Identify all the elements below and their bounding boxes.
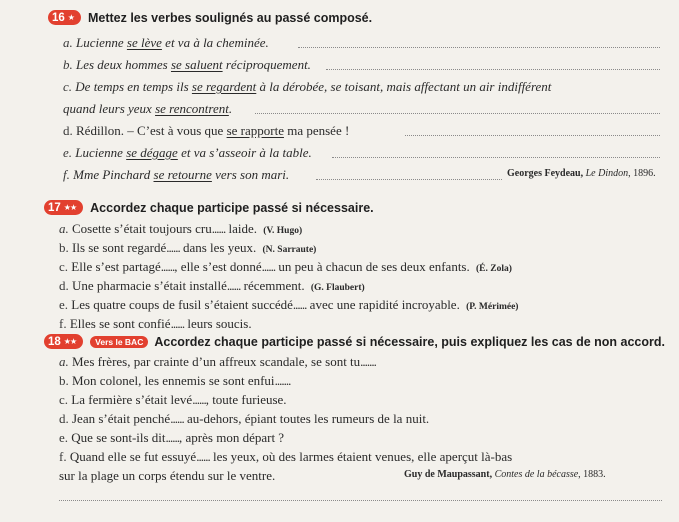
- ex18-item-d: d. Jean s’était penché...... au-dehors, épiant toutes les rumeurs de la nuit.: [59, 411, 430, 426]
- ex18-item-b: b. Mon colonel, les ennemis se sont enfui.......: [59, 373, 292, 388]
- star-icon: ★: [67, 13, 74, 22]
- vers-le-bac-tag: Vers le BAC: [90, 336, 148, 348]
- blank: ......: [292, 297, 307, 312]
- underlined-verb: se regardent: [191, 79, 257, 94]
- answer-line: [332, 157, 660, 158]
- ex18-item-f-cont: sur la plage un corps étendu sur le ventre.: [59, 468, 276, 483]
- blank: ......: [165, 430, 180, 445]
- blank: ......: [170, 411, 184, 426]
- ex16-item-d: d. Rédillon. – C’est à vous que se rapporte ma pensée !: [63, 123, 350, 138]
- star-icon: ★★: [63, 337, 77, 346]
- blank: ......: [360, 354, 374, 369]
- ex16-item-c: c. De temps en temps ils se regardent à la dérobée, se toisant, mais affectant un air indifférent: [63, 79, 552, 94]
- answer-line: [326, 69, 660, 70]
- ex18-item-c: c. La fermière s’était levé......, toute furieuse.: [59, 392, 287, 407]
- ex16-item-a: a. Lucienne se lève et va à la cheminée.: [63, 35, 269, 50]
- ex17-item-d: d. Une pharmacie s’était installé...... récemment. (G. Flaubert): [59, 278, 365, 293]
- ex16-item-b: b. Les deux hommes se saluent réciproquement.: [63, 57, 311, 72]
- blank: ......: [274, 373, 289, 388]
- ex17-number: 17: [48, 201, 61, 214]
- blank: ......: [261, 259, 276, 274]
- answer-line: [59, 500, 662, 501]
- blank: ......: [166, 240, 180, 255]
- ex17-instruction: Accordez chaque participe passé si nécessaire.: [90, 200, 374, 215]
- answer-line: [298, 47, 660, 48]
- ex16-instruction: Mettez les verbes soulignés au passé composé.: [87, 10, 373, 25]
- ex17-item-b: b. Ils se sont regardé...... dans les yeux. (N. Sarraute): [59, 240, 317, 255]
- underlined-verb: se rencontrent: [155, 101, 229, 116]
- ex18-credit: Guy de Maupassant, Contes de la bécasse, 1883.: [404, 469, 606, 480]
- ex17-item-a: a. Cosette s’était toujours cru...... laide. (V. Hugo): [59, 221, 303, 236]
- ex16-credit: Georges Feydeau, Le Dindon, 1896.: [507, 168, 656, 179]
- ex17-item-c: c. Elle s’est partagé......, elle s’est donné...... un peu à chacun de ses deux enfants. (É. Zola): [59, 259, 512, 274]
- blank: ......: [211, 221, 226, 236]
- ex16-header: [48, 10, 372, 25]
- ex18-instruction: Accordez chaque participe passé si nécessaire, puis expliquez les cas de non accord.: [154, 334, 665, 349]
- ex16-item-e: e. Lucienne se dégage et va s’asseoir à la table.: [63, 145, 312, 160]
- ex17-item-e: e. Les quatre coups de fusil s’étaient succédé...... avec une rapidité incroyable. (P. Mérimée): [59, 297, 519, 312]
- ex18-header: [44, 334, 665, 349]
- ex18-badge: [44, 334, 83, 349]
- blank: ......: [196, 449, 210, 464]
- answer-line: [405, 135, 660, 136]
- blank: ......: [170, 316, 185, 331]
- ex16-number: 16: [52, 11, 65, 24]
- ex18-number: 18: [48, 335, 61, 348]
- ex17-header: [44, 200, 374, 215]
- ex18-item-a: a. Mes frères, par crainte d’un affreux scandale, se sont tu.......: [59, 354, 377, 369]
- underlined-verb: se retourne: [153, 167, 212, 182]
- ex18-item-f: f. Quand elle se fut essuyé...... les yeux, où des larmes étaient venues, elle aperçut là-bas: [59, 449, 513, 464]
- ex17-item-f: f. Elles se sont confié...... leurs soucis.: [59, 316, 252, 331]
- underlined-verb: se dégage: [126, 145, 178, 160]
- underlined-verb: se lève: [126, 35, 162, 50]
- ex16-badge: [48, 10, 81, 25]
- underlined-verb: se rapporte: [226, 123, 284, 138]
- ex16-item-c-cont: quand leurs yeux se rencontrent.: [63, 101, 233, 116]
- ex18-item-e: e. Que se sont-ils dit......, après mon départ ?: [59, 430, 285, 445]
- ex17-badge: [44, 200, 83, 215]
- ex16-item-f: f. Mme Pinchard se retourne vers son mari.: [63, 167, 290, 182]
- blank: ......: [192, 392, 206, 407]
- underlined-verb: se saluent: [170, 57, 223, 72]
- answer-line: [316, 179, 502, 180]
- blank: ......: [160, 259, 175, 274]
- blank: ......: [226, 278, 241, 293]
- answer-line: [255, 113, 660, 114]
- star-icon: ★★: [63, 203, 77, 212]
